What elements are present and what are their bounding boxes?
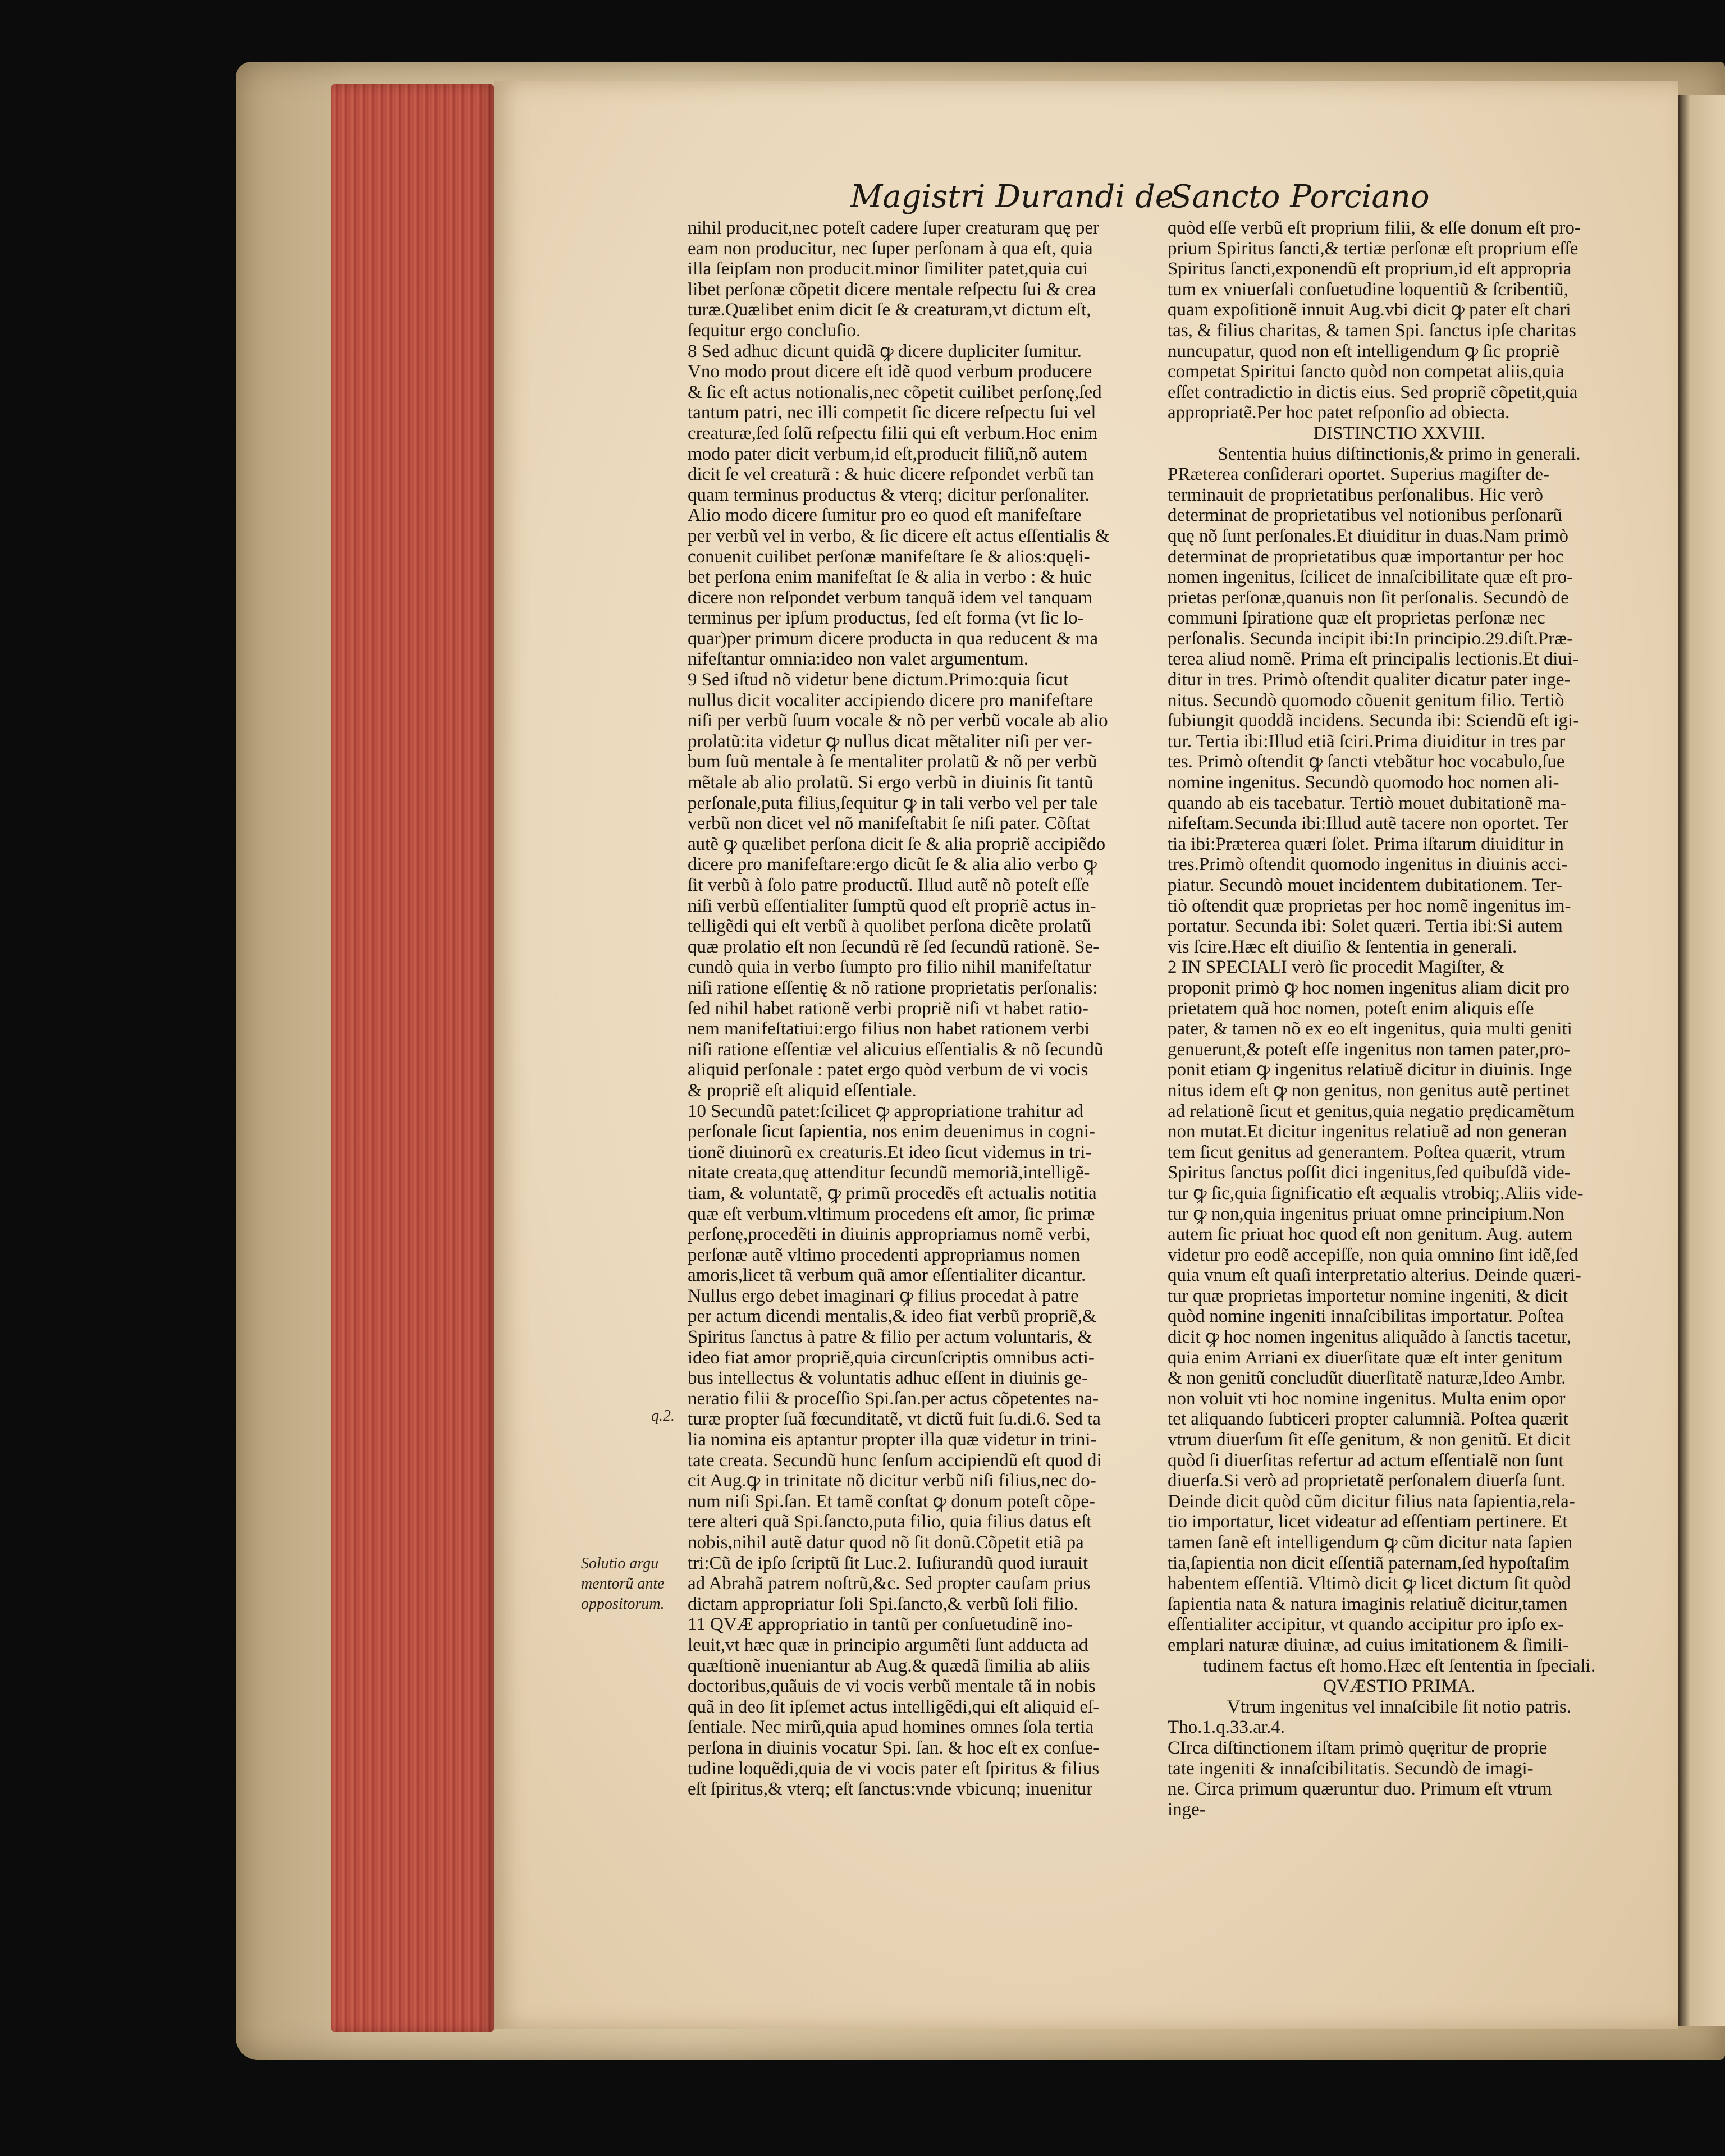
text-line: nifeſtantur omnia:ideo non valet argumentum. bbox=[688, 649, 1028, 670]
text-line: determinat de proprietatibus quæ importantur per hoc bbox=[1168, 546, 1564, 567]
text-line: illa ſeipſam non producit.minor ſimiliter patet,quia cui bbox=[688, 259, 1088, 280]
text-line: ponit etiam ꝙ ingenitus relatiuẽ dicitur in diuinis. Inge bbox=[1168, 1060, 1572, 1081]
text-line: Spiritus ſancti,exponendũ eſt proprium,id eſt appropria bbox=[1168, 259, 1572, 280]
text-line: quam terminus productus & vterq; dicitur perſonaliter. bbox=[688, 484, 1090, 505]
text-line: quia vnum eſt quaſi interpretatio alterius. Deinde quæri- bbox=[1168, 1265, 1581, 1286]
text-line: tres.Primò oſtendit quomodo ingenitus in diuinis acci- bbox=[1168, 854, 1568, 875]
text-column-left bbox=[688, 218, 1151, 1800]
text-line: aliquid perſonale : patet ergo quòd verbum de vi vocis bbox=[688, 1060, 1088, 1081]
text-line: neratio filii & proceſſio Spi.ſan.per actus cõpetentes na- bbox=[688, 1388, 1099, 1409]
text-line: quam expoſitionẽ innuit Aug.vbi dicit ꝙ pater eſt chari bbox=[1168, 300, 1571, 321]
text-line: libet perſonæ cõpetit dicere mentale reſpectu ſui & crea bbox=[688, 279, 1096, 300]
text-line: eam non producitur, nec ſuper perſonam à qua eſt, quia bbox=[688, 238, 1093, 259]
text-line: tere alteri quã Spi.ſancto,puta filio, quia filius datus eſt bbox=[688, 1512, 1092, 1532]
text-line: Alio modo dicere ſumitur pro eo quod eſt manifeſtare bbox=[688, 505, 1082, 526]
text-line: quę nõ ſunt perſonales.Et diuiditur in duas.Nam primò bbox=[1168, 525, 1568, 546]
margin-note-solutio-3: oppositorum. bbox=[581, 1595, 665, 1613]
text-line: tur ꝙ non,quia ingenitus priuat omne principium.Non bbox=[1168, 1203, 1564, 1224]
text-line: tio importatur, licet videatur ad eſſentiam pertinere. Et bbox=[1168, 1512, 1568, 1532]
text-line: quæſtionẽ inueniantur ab Aug.& quædã ſimilia ab aliis bbox=[688, 1655, 1090, 1676]
text-line: 11 QVÆ appropriatio in tantũ per conſuetudinẽ ino- bbox=[688, 1614, 1073, 1635]
text-line: diuerſa.Si verò ad proprietatẽ perſonalem diuerſa ſunt. bbox=[1168, 1471, 1566, 1491]
margin-note-q2: q.2. bbox=[651, 1407, 675, 1425]
text-line: communi ſpiratione quæ eſt proprietas perſonæ nec bbox=[1168, 608, 1545, 629]
text-line: tri:Cũ de ipſo ſcriptũ ſit Luc.2. Iuſiurandũ quod iurauit bbox=[688, 1553, 1088, 1573]
text-line: quòd ſi diuerſitas refertur ad actum eſſentialẽ non ſunt bbox=[1168, 1450, 1564, 1471]
text-line: conuenit cuilibet perſonæ manifeſtare ſe & alios:quęli- bbox=[688, 546, 1090, 567]
running-head-right: Sancto Porciano bbox=[1170, 178, 1430, 215]
text-line: bus intellectus & voluntatis adhuc eſſent in diuinis ge- bbox=[688, 1368, 1088, 1389]
text-line: & ſic eſt actus notionalis,nec cõpetit cuilibet perſonę,ſed bbox=[688, 382, 1102, 402]
text-line: competat Spiritui ſancto quòd non competat aliis,quia bbox=[1168, 361, 1564, 382]
text-line: ſubiungit quoddã incidens. Secunda ibi: Sciendũ eſt igi- bbox=[1168, 711, 1580, 731]
text-line: ad Abrahã patrem noſtrũ,&c. Sed propter cauſam prius bbox=[688, 1573, 1091, 1594]
text-line: ditur in tres. Primò oſtendit qualiter dicatur pater inge- bbox=[1168, 670, 1571, 690]
text-line: ſentiale. Nec mirũ,quia apud homines omnes ſola tertia bbox=[688, 1717, 1094, 1738]
text-line: non voluit vti hoc nomine ingenitus. Multa enim opor bbox=[1168, 1388, 1566, 1409]
text-line: vtrum diuerſum ſit eſſe genitum, & non genitũ. Et dicit bbox=[1168, 1430, 1571, 1450]
text-line: nitate creata,quę attenditur ſecundũ memoriã,intelligẽ- bbox=[688, 1162, 1090, 1183]
text-line: perſonæ autẽ vltimo procedenti appropriamus nomen bbox=[688, 1244, 1081, 1265]
text-line: nifeſtam.Secunda ibi:Illud autẽ tacere non oportet. Ter bbox=[1168, 813, 1568, 834]
text-line: ſapientia nata & natura imaginis relatiuẽ dicitur,tamen bbox=[1168, 1594, 1568, 1614]
text-line: tia,ſapientia non dicit eſſentiã paternam,ſed hypoſtaſim bbox=[1168, 1553, 1570, 1573]
text-line: nihil producit,nec poteſt cadere ſuper creaturam quę per bbox=[688, 218, 1099, 238]
text-line: telligẽdi qui eſt verbũ à quolibet perſona dicẽte prolatũ bbox=[688, 916, 1091, 937]
text-line: Spiritus ſanctus poſſit dici ingenitus,ſed quibuſdã vide- bbox=[1168, 1162, 1571, 1183]
text-line: leuit,vt hæc quæ in principio argumẽti ſunt adducta ad bbox=[688, 1635, 1088, 1655]
facing-page-edge bbox=[1678, 95, 1725, 2026]
text-line: quòd eſſe verbũ eſt proprium filii, & eſſe donum eſt pro- bbox=[1168, 218, 1581, 238]
text-line: prolatũ:ita videtur ꝙ nullus dicat mẽtaliter niſi per ver- bbox=[688, 731, 1092, 752]
text-line: non mutat.Et dicitur ingenitus relatiuẽ ad non generan bbox=[1168, 1122, 1567, 1142]
text-line: tamen ſanẽ eſt intelligendum ꝙ cũm dicitur nata ſapien bbox=[1168, 1532, 1573, 1553]
text-line: tur ꝙ ſic,quia ſignificatio eſt æqualis vtrobiq;.Aliis vide- bbox=[1168, 1183, 1584, 1203]
text-line: eſſentialiter accipitur, vt quando accipitur pro ipſo ex- bbox=[1168, 1614, 1564, 1635]
text-line: piatur. Secundò mouet incidentem dubitationem. Ter- bbox=[1168, 875, 1563, 895]
text-line: niſi verbũ eſſentialiter ſumptũ quod eſt propriẽ actus in- bbox=[688, 895, 1096, 916]
text-line: 8 Sed adhuc dicunt quidã ꝙ dicere dupliciter ſumitur. bbox=[688, 341, 1082, 361]
text-line: quã in deo ſit ipſemet actus intelligẽdi,qui eſt aliquid eſ- bbox=[688, 1696, 1100, 1717]
text-line: eſſet contradictio in dictis eius. Sed propriẽ cõpetit,quia bbox=[1168, 382, 1578, 402]
text-line: nobis,nihil autẽ datur quod nõ ſit donũ.Cõpetit etiã pa bbox=[688, 1532, 1084, 1553]
text-line: terminus per ipſum productus, ſed eſt forma (vt ſic lo- bbox=[688, 608, 1084, 629]
text-line: 10 Secundũ patet:ſcilicet ꝙ appropriatione trahitur ad bbox=[688, 1101, 1083, 1122]
text-line: turæ propter ſuã fœcunditatẽ, vt dictũ fuit ſu.di.6. Sed ta bbox=[688, 1409, 1101, 1430]
text-line: 2 IN SPECIALI verò ſic procedit Magiſter, & bbox=[1168, 957, 1504, 978]
margin-note-solutio-2: mentorũ ante bbox=[581, 1575, 665, 1592]
text-line: vis ſcire.Hæc eſt diuiſio & ſententia in generali. bbox=[1168, 936, 1517, 957]
text-line: nomen ingenitus, ſcilicet de innaſcibilitate quæ eſt pro- bbox=[1168, 567, 1573, 588]
text-line: turæ.Quælibet enim dicit ſe & creaturam,vt dictum eſt, bbox=[688, 300, 1091, 321]
text-line: PRæterea conſiderari oportet. Superius magiſter de- bbox=[1168, 464, 1549, 485]
text-line: ideo fiat amor propriẽ,quia circunſcriptis omnibus acti- bbox=[688, 1347, 1095, 1368]
text-line: Vtrum ingenitus vel innaſcibile ſit notio patris. bbox=[1227, 1696, 1572, 1717]
text-line: perſona in diuinis vocatur Spi. ſan. & hoc eſt ex conſue- bbox=[688, 1737, 1100, 1758]
text-line: terminauit de proprietatibus perſonalibus. Hic verò bbox=[1168, 484, 1543, 505]
text-line: perſonale,puta filius,ſequitur ꝙ in tali verbo vel per tale bbox=[688, 793, 1098, 813]
text-line: quar)per primum dicere producta in qua reducent & ma bbox=[688, 628, 1099, 649]
text-line: lia nomina eis aptantur propter illa quæ videtur in trini- bbox=[688, 1430, 1097, 1450]
text-line: determinat de proprietatibus vel notionibus perſonarũ bbox=[1168, 505, 1562, 526]
text-line: quæ eſt verbum.vltimum procedens eſt amor, ſic primæ bbox=[688, 1203, 1095, 1224]
margin-note-solutio-1: Solutio argu bbox=[581, 1555, 659, 1572]
text-line: & non genitũ concludũt diuerſitatẽ naturæ,Ideo Ambr. bbox=[1168, 1368, 1566, 1389]
text-line: ſed nihil habet rationẽ verbi propriẽ niſi vt habet ratio- bbox=[688, 998, 1088, 1019]
text-line: Nullus ergo debet imaginari ꝙ filius procedat à patre bbox=[688, 1285, 1079, 1306]
text-line: Sententia huius diſtinctionis,& primo in generali. bbox=[1218, 443, 1581, 464]
text-line: nuncupatur, quod non eſt intelligendum ꝙ ſic propriẽ bbox=[1168, 341, 1559, 361]
text-line: nitus idem eſt ꝙ non genitus, non genitus autẽ pertinet bbox=[1168, 1080, 1570, 1101]
text-line: Deinde dicit quòd cũm dicitur filius nata ſapientia,rela- bbox=[1168, 1491, 1575, 1512]
text-line: eſt ſpiritus,& vterq; eſt ſanctus:vnde vbicunq; inuenitur bbox=[688, 1779, 1093, 1800]
text-line: QVÆSTIO PRIMA. bbox=[1323, 1676, 1476, 1697]
text-line: dicit ſe vel creaturã : & huic dicere reſpondet verbũ tan bbox=[688, 464, 1094, 485]
text-line: Tho.1.q.33.ar.4. bbox=[1168, 1717, 1285, 1738]
page-edges-red bbox=[331, 84, 494, 2032]
text-line: tiò oſtendit quæ proprietas per hoc nomẽ ingenitus im- bbox=[1168, 895, 1571, 916]
text-line: perſonalis. Secunda incipit ibi:In principio.29.diſt.Præ- bbox=[1168, 628, 1573, 649]
text-line: tionẽ diuinorũ ex creaturis.Et ideo ſicut videmus in tri- bbox=[688, 1142, 1092, 1162]
text-line: nem manifeſtatiui:ergo filius non habet rationem verbi bbox=[688, 1019, 1090, 1040]
text-line: prium Spiritus ſancti,& tertiæ perſonæ eſt proprium eſſe bbox=[1168, 238, 1578, 259]
text-line: autem ſic priuat hoc quod eſt non genitum. Aug. autem bbox=[1168, 1224, 1573, 1245]
text-line: niſi ratione eſſentię & nõ ratione proprietatis perſonalis: bbox=[688, 977, 1098, 998]
text-line: habentem eſſentiã. Vltimò dicit ꝙ licet dictum ſit quòd bbox=[1168, 1573, 1571, 1594]
text-line: quando ab eis tacebatur. Tertiò mouet dubitationẽ ma- bbox=[1168, 793, 1567, 813]
text-line: emplari naturæ diuinæ, ad cuius imitationem & ſimili- bbox=[1168, 1635, 1569, 1655]
text-line: cundò quia in verbo ſumpto pro filio nihil manifeſtatur bbox=[688, 957, 1091, 978]
text-line: Spiritus ſanctus à patre & filio per actum voluntaris, & bbox=[688, 1327, 1092, 1348]
running-head-left: Magistri Durandi de bbox=[850, 178, 1174, 215]
text-line: tes. Primò oſtendit ꝙ ſancti vtebãtur hoc vocabulo,ſue bbox=[1168, 752, 1565, 772]
text-line: creaturæ,ſed ſolũ reſpectu filii qui eſt verbum.Hoc enim bbox=[688, 423, 1098, 443]
text-line: quæ prolatio eſt non ſecundũ rẽ ſed ſecundũ rationẽ. Se- bbox=[688, 936, 1100, 957]
text-line: per verbũ vel in verbo, & ſic dicere eſt actus eſſentialis & bbox=[688, 525, 1110, 546]
text-line: ne. Circa primum quæruntur duo. Primum eſt vtrum bbox=[1168, 1779, 1552, 1800]
text-line: tia ibi:Præterea quæri ſolet. Prima iſtarum diuiditur in bbox=[1168, 834, 1564, 854]
text-line: genuerunt,& poteſt eſſe ingenitus non tamen pater,pro- bbox=[1168, 1039, 1571, 1060]
text-column-right bbox=[1168, 218, 1631, 1820]
text-line: videtur pro eodẽ accepiſſe, non quia omnino ſint idẽ,ſed bbox=[1168, 1244, 1578, 1265]
text-line: amoris,licet tã verbum quã amor eſſentialiter dicantur. bbox=[688, 1265, 1086, 1286]
text-line: quia enim Arriani ex diuerſitate quæ eſt inter genitum bbox=[1168, 1347, 1563, 1368]
text-line: pater, & tamen nõ ex eo eſt ingenitus, quia multi geniti bbox=[1168, 1019, 1572, 1040]
text-line: tiam, & voluntatẽ, ꝙ primũ procedẽs eſt actualis notitia bbox=[688, 1183, 1097, 1203]
text-line: nomine ingenitus. Secundò quomodo hoc nomen ali- bbox=[1168, 772, 1559, 793]
text-line: DISTINCTIO XXVIII. bbox=[1313, 423, 1485, 443]
text-line: nullus dicit vocaliter accipiendo dicere pro manifeſtare bbox=[688, 690, 1093, 711]
text-line: prietatem quã hoc nomen, poteſt enim aliquis eſſe bbox=[1168, 998, 1534, 1019]
text-line: tas, & filius charitas, & tamen Spi. ſanctus ipſe charitas bbox=[1168, 320, 1576, 341]
text-line: tate ingeniti & innaſcibilitatis. Secundò de imagi- bbox=[1168, 1758, 1534, 1779]
text-line: verbũ non dicet vel nõ manifeſtabit ſe niſi pater. Cõſtat bbox=[688, 813, 1090, 834]
text-line: dicit ꝙ hoc nomen ingenitus aliquãdo à ſanctis tacetur, bbox=[1168, 1327, 1572, 1348]
text-line: doctoribus,quãuis de vi vocis verbũ mentale tã in nobis bbox=[688, 1676, 1096, 1697]
text-line: niſi per verbũ ſuum vocale & nõ per verbũ vocale ab alio bbox=[688, 711, 1108, 731]
text-line: tur. Tertia ibi:Illud etiã ſciri.Prima diuiditur in tres par bbox=[1168, 731, 1566, 752]
text-line: mẽtale ab alio prolatũ. Si ergo verbũ in diuinis ſit tantũ bbox=[688, 772, 1093, 793]
text-line: tate creata. Secundũ hunc ſenſum accipiendũ eſt quod di bbox=[688, 1450, 1102, 1471]
text-line: tem ſicut genitus ad generantem. Poſtea quærit, vtrum bbox=[1168, 1142, 1566, 1162]
text-line: proponit primò ꝙ hoc nomen ingenitus aliam dicit pro bbox=[1168, 977, 1570, 998]
text-line: 9 Sed iſtud nõ videtur bene dictum.Primo:quia ſicut bbox=[688, 670, 1069, 690]
text-line: perſonę,procedẽti in diuinis appropriamus nomẽ verbi, bbox=[688, 1224, 1091, 1245]
text-line: CIrca diſtinctionem iſtam primò quęritur de proprie bbox=[1168, 1737, 1548, 1758]
text-line: per actum dicendi mentalis,& ideo fiat verbũ propriẽ,& bbox=[688, 1306, 1097, 1327]
text-line: modo pater dicit verbum,id eſt,producit filiũ,nõ autem bbox=[688, 443, 1088, 464]
text-line: Vno modo prout dicere eſt idẽ quod verbum producere bbox=[688, 361, 1092, 382]
text-line: terea aliud nomẽ. Prima eſt principalis lectionis.Et diui- bbox=[1168, 649, 1579, 670]
text-line: appropriatẽ.Per hoc patet reſponſio ad obiecta. bbox=[1168, 402, 1510, 423]
text-line: dicere pro manifeſtare:ergo dicũt ſe & alia alio verbo ꝙ bbox=[688, 854, 1097, 875]
text-line: ſit verbũ à ſolo patre productũ. Illud autẽ nõ poteſt eſſe bbox=[688, 875, 1090, 895]
text-line: autẽ ꝙ quælibet perſona dicit ſe & alia propriẽ accipiẽdo bbox=[688, 834, 1106, 854]
text-line: dictam appropriatur ſoli Spi.ſancto,& verbũ ſoli filio. bbox=[688, 1594, 1078, 1614]
text-line: nitus. Secundò quomodo cõuenit genitum filio. Tertiò bbox=[1168, 690, 1564, 711]
text-line: tet aliquando ſubticeri propter calumniã. Poſtea quærit bbox=[1168, 1409, 1568, 1430]
text-line: inge- bbox=[1168, 1799, 1206, 1820]
text-line: portatur. Secunda ibi: Solet quæri. Tertia ibi:Si autem bbox=[1168, 916, 1563, 937]
text-line: perſonale ſicut ſapientia, nos enim deuenimus in cogni- bbox=[688, 1122, 1095, 1142]
text-line: dicere non reſpondet verbum tanquã idem vel tanquam bbox=[688, 587, 1093, 608]
text-line: ad relationẽ ſicut et genitus,quia negatio prędicamẽtum bbox=[1168, 1101, 1575, 1122]
text-line: bum ſuũ mentale à ſe mentaliter prolatũ & nõ per verbũ bbox=[688, 752, 1097, 772]
text-line: num niſi Spi.ſan. Et tamẽ conſtat ꝙ donum poteſt cõpe- bbox=[688, 1491, 1095, 1512]
text-line: tudine loquẽdi,quia de vi vocis pater eſt ſpiritus & filius bbox=[688, 1758, 1100, 1779]
text-line: tantum patri, nec illi competit ſic dicere reſpectu ſui vel bbox=[688, 402, 1096, 423]
text-line: bet perſona enim manifeſtat ſe & alia in verbo : & huic bbox=[688, 567, 1092, 588]
text-line: tur quæ proprietas importetur nomine ingeniti, & dicit bbox=[1168, 1285, 1568, 1306]
text-line: quòd nomine ingeniti innaſcibilitas importatur. Poſtea bbox=[1168, 1306, 1564, 1327]
text-line: prietas perſonæ,quanuis non ſit perſonalis. Secundò de bbox=[1168, 587, 1569, 608]
text-line: cit Aug.ꝙ in trinitate nõ dicitur verbũ niſi filius,nec do- bbox=[688, 1471, 1096, 1491]
text-line: & propriẽ eſt aliquid eſſentiale. bbox=[688, 1080, 917, 1101]
text-line: ſequitur ergo concluſio. bbox=[688, 320, 861, 341]
text-line: tudinem factus eſt homo.Hæc eſt ſententia in ſpeciali. bbox=[1202, 1655, 1596, 1676]
text-line: tum ex vniuerſali conſuetudine loquentiũ & ſcribentiũ, bbox=[1168, 279, 1568, 300]
text-line: niſi ratione eſſentiæ vel alicuius eſſentialis & nõ ſecundũ bbox=[688, 1039, 1104, 1060]
